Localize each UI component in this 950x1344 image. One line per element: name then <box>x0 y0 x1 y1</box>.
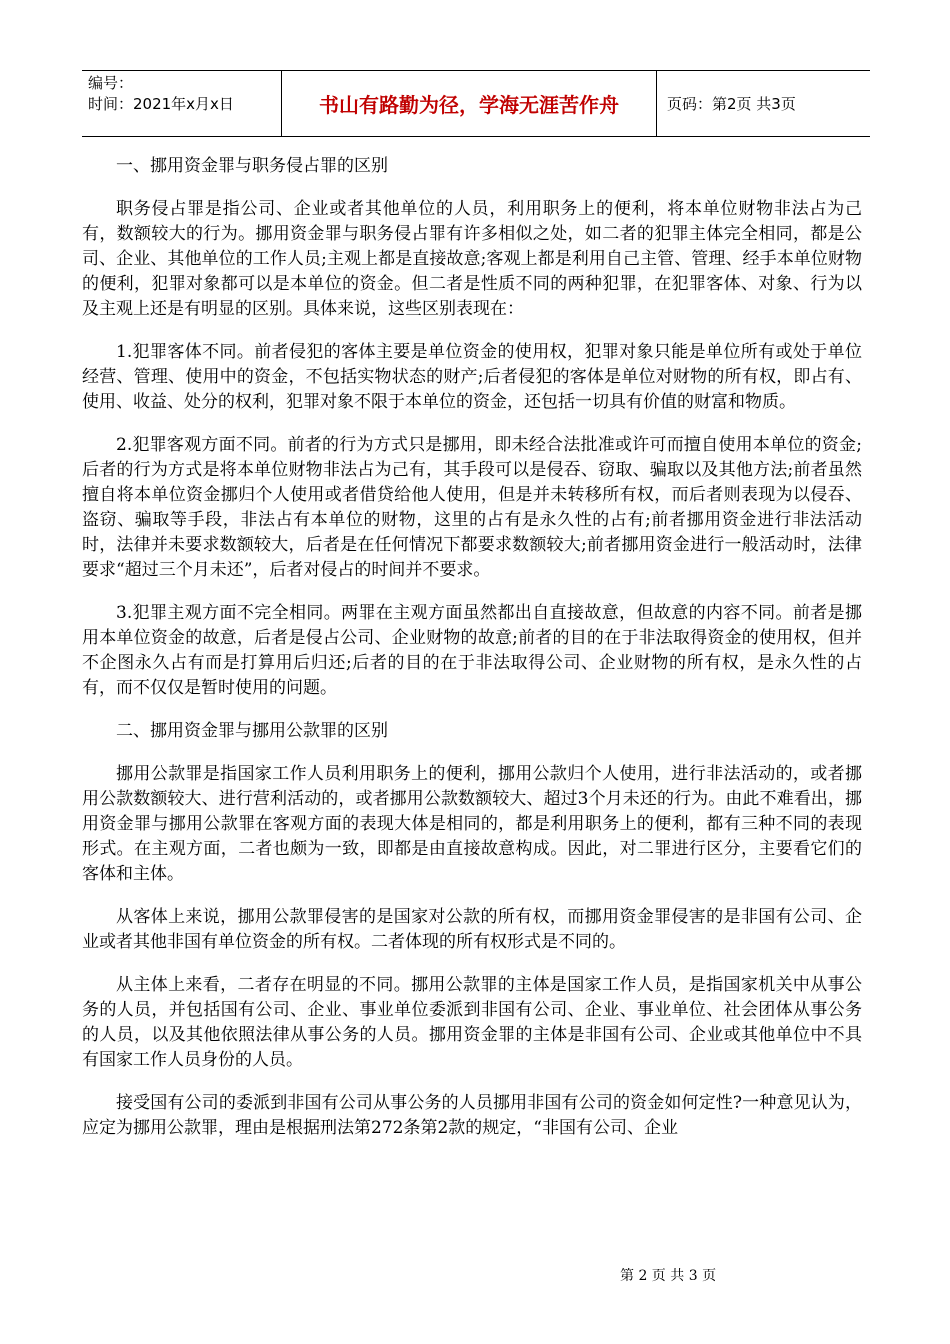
paragraph: 挪用公款罪是指国家工作人员利用职务上的便利，挪用公款归个人使用，进行非法活动的，或者挪用公款数额较大、进行营利活动的，或者挪用公款数额较大、超过3个月未还的行为。由此不难看出，挪用资金罪与挪用公款罪在客观方面的表现大体是相同的，都是利用职务上的便利，都有三种不同的表现形式。在主观方面，二者也颇为一致，即都是由直接故意构成。因此，对二罪进行区分，主要看它们的客体和主体。 <box>82 764 862 884</box>
paragraph: 1.犯罪客体不同。前者侵犯的客体主要是单位资金的使用权，犯罪对象只能是单位所有或处于单位经营、管理、使用中的资金，不包括实物状态的财产;后者侵犯的客体是单位对财物的所有权，即占有、使用、收益、处分的权利，犯罪对象不限于本单位的资金，还包括一切具有价值的财富和物质。 <box>82 342 862 412</box>
section-heading: 二、挪用资金罪与挪用公款罪的区别 <box>116 721 388 741</box>
document-body <box>82 154 862 1159</box>
paragraph: 从客体上来说，挪用公款罪侵害的是国家对公款的所有权，而挪用资金罪侵害的是非国有公司、企业或者其他非国有单位资金的所有权。二者体现的所有权形式是不同的。 <box>82 907 862 952</box>
paragraph: 接受国有公司的委派到非国有公司从事公务的人员挪用非国有公司的资金如何定性?一种意见认为，应定为挪用公款罪，理由是根据刑法第272条第2款的规定，“非国有公司、企业 <box>82 1093 862 1138</box>
header-motto: 书山有路勤为径，学海无涯苦作舟 <box>282 71 657 136</box>
paragraph: 职务侵占罪是指公司、企业或者其他单位的人员，利用职务上的便利，将本单位财物非法占为己有，数额较大的行为。挪用资金罪与职务侵占罪有许多相似之处，如二者的犯罪主体完全相同，都是公司、企业、其他单位的工作人员;主观上都是直接故意;客观上都是利用自己主管、管理、经手本单位财物的便利，犯罪对象都可以是本单位的资金。但二者是性质不同的两种犯罪，在犯罪客体、对象、行为以及主观上还是有明显的区别。具体来说，这些区别表现在： <box>82 199 862 319</box>
header-page-number: 页码：第2页 共3页 <box>667 95 796 113</box>
doc-id-label: 编号： <box>88 74 134 92</box>
paragraph: 2.犯罪客观方面不同。前者的行为方式只是挪用，即未经合法批准或许可而擅自使用本单位的资金;后者的行为方式是将本单位财物非法占为己有，其手段可以是侵吞、窃取、骗取以及其他方法;前者虽然擅自将本单位资金挪归个人使用或者借贷给他人使用，但是并未转移所有权，而后者则表现为以侵吞、盗窃、骗取等手段，非法占有本单位的财物，这里的占有是永久性的占有;前者挪用资金进行非法活动时，法律并未要求数额较大，后者是在任何情况下都要求数额较大;前者挪用资金进行一般活动时，法律要求“超过三个月未还”，后者对侵占的时间并不要求。 <box>82 435 862 580</box>
page-header <box>82 70 870 137</box>
header-meta <box>82 71 282 136</box>
paragraph: 从主体上来看，二者存在明显的不同。挪用公款罪的主体是国家工作人员，是指国家机关中从事公务的人员，并包括国有公司、企业、事业单位委派到非国有公司、企业、事业单位、社会团体从事公务的人员，以及其他依照法律从事公务的人员。挪用资金罪的主体是非国有公司、企业或其他单位中不具有国家工作人员身份的人员。 <box>82 975 862 1070</box>
section-heading: 一、挪用资金罪与职务侵占罪的区别 <box>116 156 388 176</box>
paragraph: 3.犯罪主观方面不完全相同。两罪在主观方面虽然都出自直接故意，但故意的内容不同。前者是挪用本单位资金的故意，后者是侵占公司、企业财物的故意;前者的目的在于非法取得资金的使用权，但并不企图永久占有而是打算用后归还;后者的目的在于非法取得公司、企业财物的所有权，是永久性的占有，而不仅仅是暂时使用的问题。 <box>82 603 862 698</box>
page-footer: 第 2 页 共 3 页 <box>620 1268 717 1284</box>
doc-date-label: 时间：2021年x月x日 <box>88 95 234 113</box>
